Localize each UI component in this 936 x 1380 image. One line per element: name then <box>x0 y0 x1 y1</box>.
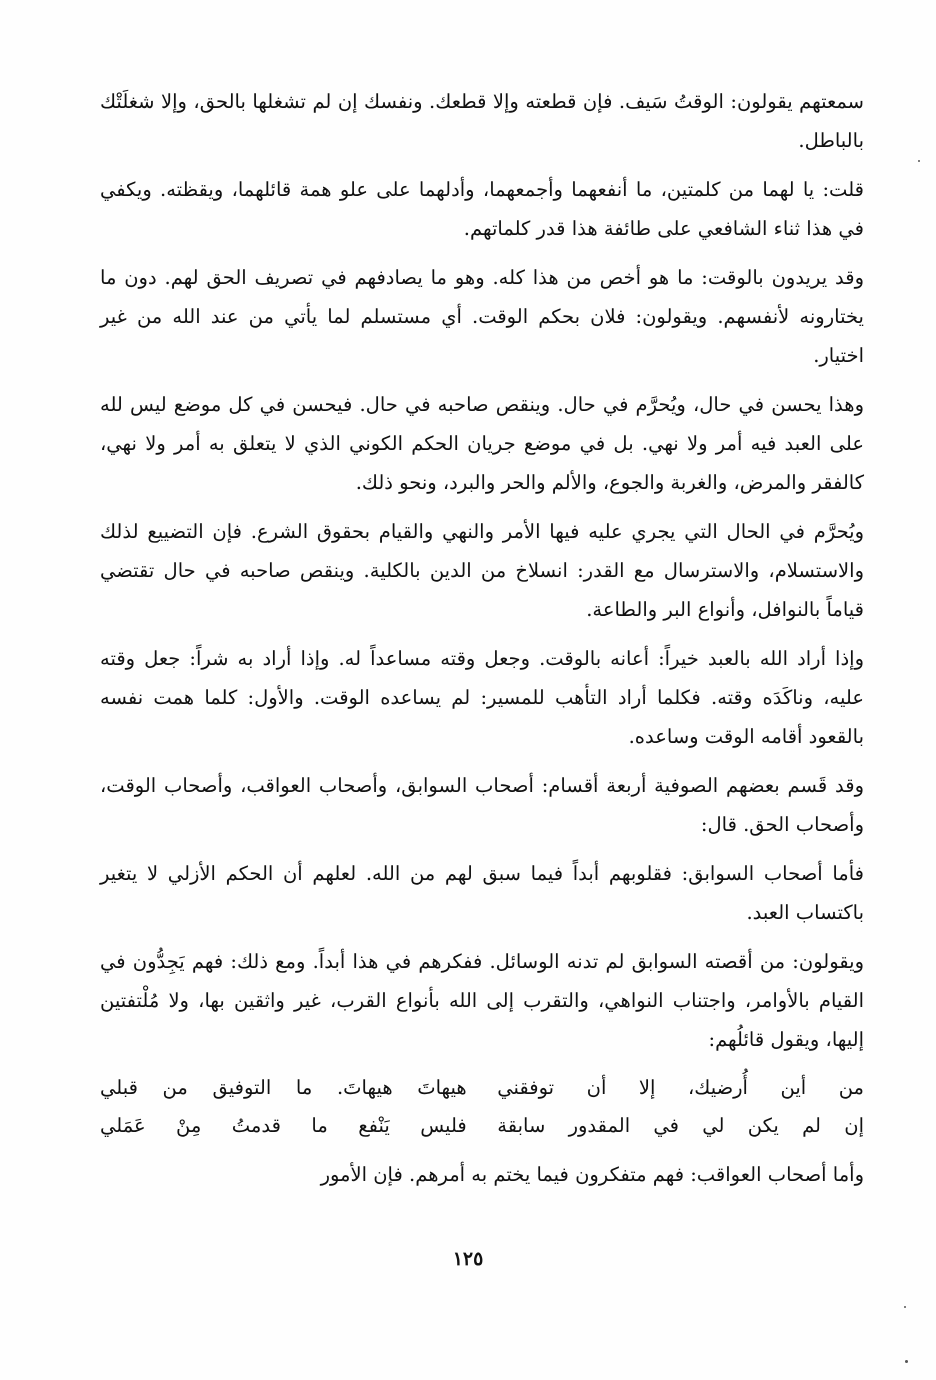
poem-verse-1 <box>100 1069 864 1107</box>
poem-block <box>100 1069 864 1145</box>
verse-2-first-hemistich: إن لم يكن لي في المقدور سابقة <box>497 1114 864 1137</box>
poem-verse-2 <box>100 1107 864 1145</box>
paragraph-6: وإذا أراد الله بالعبد خيراً: أعانه بالوقت. وجعل وقته مساعداً له. وإذا أراد به شراً: جعل وقته عليه، وناكَدَه وقته. فكلما أراد التأهب للمسير: لم يساعده الوقت. والأول: كلما همت نفسه بالقعود أقامه الوقت وساعده. <box>100 647 864 748</box>
paragraph-5: ويُحرَّم في الحال التي يجري عليه فيها الأمر والنهي والقيام بحقوق الشرع. فإن التضييع لذلك والاستسلام، والاسترسال مع القدر: انسلاخ من الدين بالكلية. وينقص صاحبه في حال تقتضي قياماً بالنوافل، وأنواع البر والطاعة. <box>100 520 864 621</box>
closing-paragraph: وأما أصحاب العواقب: فهم متفكرون فيما يختم به أمرهم. فإن الأمور <box>320 1163 864 1186</box>
scan-speck <box>918 160 920 162</box>
paragraph-7: وقد قَسم بعضهم الصوفية أربعة أقسام: أصحاب السوابق، وأصحاب العواقب، وأصحاب الوقت، وأصحاب الحق. قال: <box>100 774 864 836</box>
page-number: ١٢٥ <box>452 1248 484 1270</box>
paragraph-1: سمعتهم يقولون: الوقتُ سَيف. فإن قطعته وإلا قطعك. ونفسك إن لم تشغلها بالحق، وإلا شغلَتْك بالباطل. <box>100 90 864 152</box>
verse-1-second-hemistich: هيهاتَ هيهاتَ. ما التوفيق من قبلي <box>100 1076 467 1099</box>
page-body <box>100 82 864 1204</box>
verse-2-second-hemistich: فليس يَنْفع ما قدمتُ مِنْ عَمَلي <box>100 1114 467 1137</box>
paragraph-8: فأما أصحاب السوابق: فقلوبهم أبداً فيما سبق لهم من الله. لعلهم أن الحكم الأزلي لا يتغير باكتساب العبد. <box>100 862 864 924</box>
scan-speck <box>904 1306 906 1308</box>
scan-speck <box>905 1360 908 1363</box>
verse-1-first-hemistich: من أين أُرضيك، إلا أن توفقني <box>497 1076 864 1099</box>
paragraph-4: وهذا يحسن في حال، ويُحرَّم في حال. وينقص صاحبه في حال. فيحسن في كل موضع ليس لله على العبد فيه أمر ولا نهي. بل في موضع جريان الحكم الكوني الذي لا يتعلق به أمر ولا نهي، كالفقر والمرض، والغربة والجوع، والألم والحر والبرد، ونحو ذلك. <box>100 393 864 494</box>
paragraph-9: ويقولون: من أقصته السوابق لم تدنه الوسائل. ففكرهم في هذا أبداً. ومع ذلك: فهم يَجِدُّون في القيام بالأوامر، واجتناب النواهي، والتقرب إلى الله بأنواع القرب، غير واثقين بها، ولا مُلْتفتين إليها، ويقول قائلُهم: <box>100 950 864 1051</box>
paragraph-3: وقد يريدون بالوقت: ما هو أخص من هذا كله. وهو ما يصادفهم في تصريف الحق لهم. دون ما يختارونه لأنفسهم. ويقولون: فلان بحكم الوقت. أي مستسلم لما يأتي من عند الله من غير اختيار. <box>100 266 864 367</box>
paragraph-2: قلت: يا لهما من كلمتين، ما أنفعهما وأجمعهما، وأدلهما على علو همة قائلهما، ويقظته. ويكفي في هذا ثناء الشافعي على طائفة هذا قدر كلماتهم. <box>100 178 864 240</box>
